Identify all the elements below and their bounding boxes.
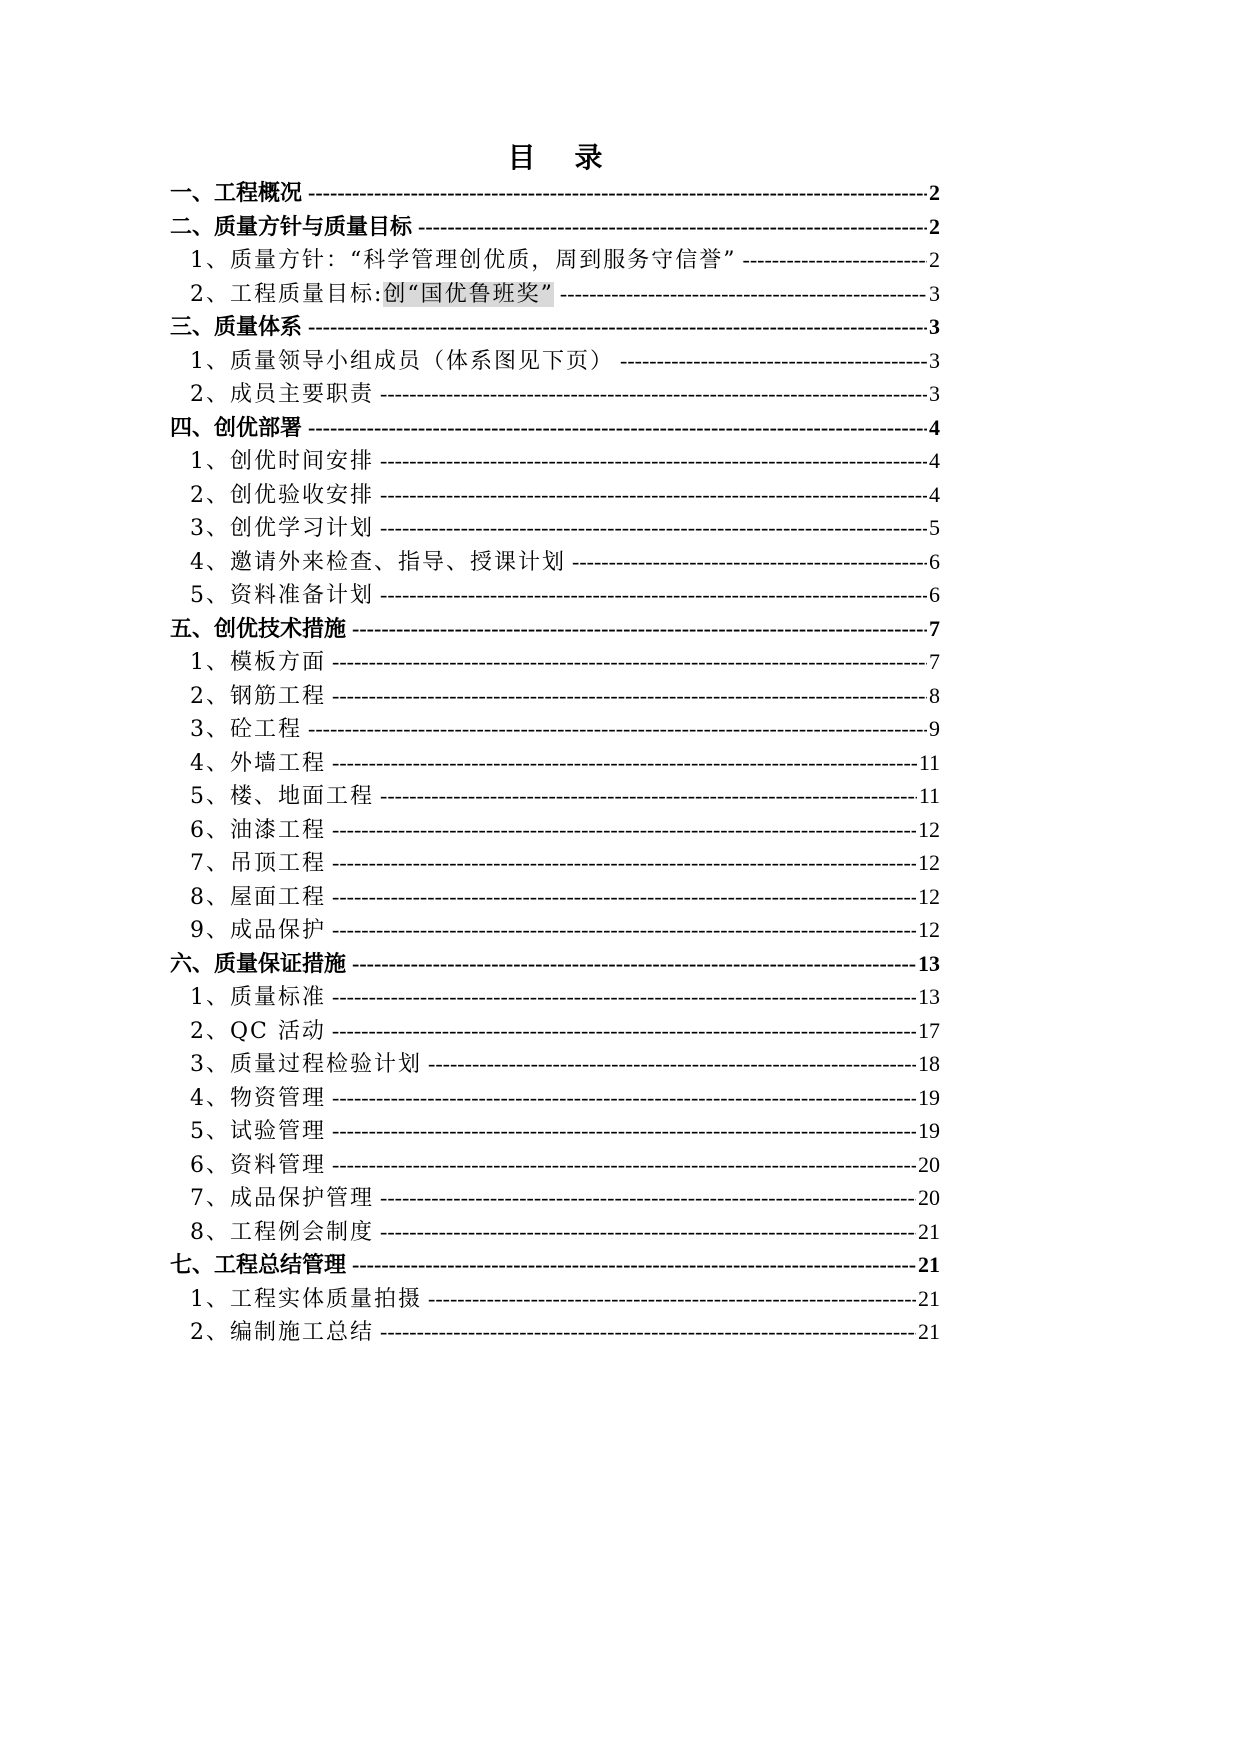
toc-entry-text: 六、质量保证措施 [170, 950, 347, 977]
toc-page-number: 4 [929, 481, 940, 507]
toc-dot-leader [380, 578, 927, 612]
toc-subsection-entry[interactable] [170, 645, 940, 679]
toc-page-number: 20 [918, 1185, 940, 1210]
toc-entry-text: 3、创优学习计划 [190, 516, 374, 541]
toc-page-number: 18 [918, 1051, 940, 1076]
toc-page-number: 4 [929, 448, 940, 473]
toc-entry-label [190, 244, 737, 277]
toc-subsection-entry[interactable] [170, 880, 940, 914]
toc-entry-text: 2、编制施工总结 [190, 1320, 374, 1345]
toc-page-number: 12 [918, 917, 940, 942]
toc-entry-label [170, 311, 302, 344]
toc-entry-label [170, 613, 346, 646]
toc-entry-label [170, 211, 412, 244]
toc-page-number: 3 [929, 314, 940, 339]
toc-entry-text: 三、质量体系 [170, 314, 303, 340]
toc-dot-leader [620, 344, 927, 378]
page-title: 目 录 [507, 141, 603, 174]
toc-entry-label [190, 747, 326, 780]
toc-subsection-entry[interactable] [170, 779, 940, 813]
toc-subsection-entry[interactable] [170, 1148, 940, 1182]
toc-dot-leader [380, 1315, 916, 1349]
toc-entry-text: 1、工程实体质量拍摄 [190, 1286, 422, 1312]
toc-page-number: 7 [929, 615, 940, 641]
toc-subsection-entry[interactable] [170, 679, 940, 713]
toc-entry-label [190, 847, 326, 880]
toc-dot-leader [332, 746, 917, 780]
toc-section-entry[interactable] [170, 1248, 940, 1282]
toc-entry-text: 5、资料准备计划 [190, 583, 374, 608]
toc-dot-leader [380, 1181, 916, 1215]
toc-entry-label [190, 1082, 326, 1115]
toc-entry-label [190, 1115, 326, 1148]
toc-entry-text: 七、工程总结管理 [170, 1252, 347, 1278]
toc-entry-text: 1、质量领导小组成员（体系图见下页） [190, 348, 614, 374]
toc-page-number: 6 [929, 548, 940, 574]
toc-subsection-entry[interactable] [170, 578, 940, 612]
toc-page-number: 21 [918, 1319, 940, 1344]
toc-subsection-entry[interactable] [170, 277, 940, 311]
toc-dot-leader [572, 545, 927, 579]
toc-entry-text: 2、工程质量目标: [190, 281, 384, 307]
toc-entry-text: 7、吊顶工程 [190, 851, 326, 876]
toc-page-number: 9 [929, 716, 940, 741]
toc-subsection-entry[interactable] [170, 511, 940, 545]
toc-entry-text: 4、外墙工程 [190, 750, 326, 776]
toc-page-number: 6 [929, 582, 940, 607]
toc-page-number: 3 [929, 381, 940, 406]
toc-subsection-entry[interactable] [170, 1315, 940, 1349]
toc-dot-leader [380, 1215, 916, 1249]
toc-dot-leader [428, 1282, 916, 1316]
toc-entry-text: 7、成品保护管理 [190, 1186, 374, 1211]
toc-dot-leader [380, 779, 917, 813]
toc-entry-text: 2、成员主要职责 [190, 382, 374, 407]
toc-entry-label [190, 1048, 422, 1081]
toc-page-number: 19 [918, 1118, 940, 1143]
toc-dot-leader [380, 444, 927, 478]
toc-entry-highlighted-text: 创“国优鲁班奖” [383, 281, 554, 307]
toc-page-number: 3 [929, 347, 940, 373]
toc-page-number: 13 [918, 950, 940, 976]
toc-entry-label [190, 780, 374, 813]
toc-dot-leader [332, 846, 916, 880]
toc-page-number: 21 [918, 1252, 940, 1277]
toc-page-number: 12 [918, 816, 940, 842]
toc-entry-text: 3、质量过程检验计划 [190, 1052, 422, 1077]
toc-subsection-entry[interactable] [170, 980, 940, 1014]
toc-section-entry[interactable] [170, 947, 940, 981]
toc-dot-leader [332, 1014, 916, 1048]
toc-dot-leader [308, 712, 927, 746]
toc-entry-text: 2、钢筋工程 [190, 683, 326, 709]
toc-page-number: 17 [918, 1017, 940, 1043]
toc-entry-text: 4、物资管理 [190, 1085, 326, 1111]
toc-dot-leader [332, 880, 916, 914]
toc-entry-label [170, 1249, 346, 1282]
toc-entry-label [190, 1216, 374, 1249]
toc-entry-label [190, 646, 326, 679]
toc-subsection-entry[interactable] [170, 1081, 940, 1115]
toc-dot-leader [332, 1081, 916, 1115]
toc-dot-leader [308, 176, 927, 210]
toc-entry-text: 8、屋面工程 [190, 884, 326, 910]
toc-page-number: 11 [918, 749, 940, 775]
toc-page-number: 12 [918, 883, 940, 909]
toc-page-number: 8 [929, 682, 940, 708]
toc-entry-text: 3、砼工程 [190, 717, 302, 742]
toc-entry-label [170, 948, 346, 981]
toc-subsection-entry[interactable] [170, 1282, 940, 1316]
toc-entry-text: 二、质量方针与质量目标 [170, 213, 413, 240]
toc-entry-text: 2、创优验收安排 [190, 482, 374, 508]
toc-entry-label [190, 981, 326, 1014]
toc-entry-label [190, 713, 302, 746]
toc-dot-leader [332, 913, 916, 947]
toc-page-number: 3 [929, 280, 940, 306]
toc-page-number: 20 [918, 1151, 940, 1177]
toc-entry-label [190, 914, 326, 947]
toc-entry-label [170, 177, 302, 210]
toc-dot-leader [352, 612, 927, 646]
toc-subsection-entry[interactable] [170, 1181, 940, 1215]
toc-page-number: 19 [918, 1084, 940, 1110]
toc-entry-label [190, 1316, 374, 1349]
toc-dot-leader [380, 511, 927, 545]
toc-entry-label [190, 579, 374, 612]
toc-entry-text: 一、工程概况 [170, 180, 303, 206]
toc-subsection-entry[interactable] [170, 444, 940, 478]
toc-subsection-entry[interactable] [170, 813, 940, 847]
toc-subsection-entry[interactable] [170, 712, 940, 746]
toc-entry-label [190, 345, 614, 378]
toc-entry-label [190, 680, 326, 713]
toc-dot-leader [332, 1114, 916, 1148]
toc-page-number: 5 [929, 515, 940, 540]
toc-dot-leader [352, 1248, 916, 1282]
toc-subsection-entry[interactable] [170, 913, 940, 947]
toc-section-entry[interactable] [170, 310, 940, 344]
toc-dot-leader [380, 377, 927, 411]
toc-dot-leader [428, 1047, 916, 1081]
toc-dot-leader [332, 813, 916, 847]
toc-entry-text: 6、油漆工程 [190, 817, 326, 843]
toc-page-number: 7 [929, 649, 940, 674]
toc-subsection-entry[interactable] [170, 243, 940, 277]
toc-page-number: 2 [929, 180, 940, 205]
toc-page-number: 4 [929, 414, 940, 440]
toc-page-number: 13 [918, 984, 940, 1009]
toc-entry-label [190, 278, 554, 311]
toc-subsection-entry[interactable] [170, 1114, 940, 1148]
toc-subsection-entry[interactable] [170, 1047, 940, 1081]
toc-entry-label [190, 1182, 374, 1215]
toc-subsection-entry[interactable] [170, 846, 940, 880]
toc-entry-label [190, 479, 374, 512]
toc-subsection-entry[interactable] [170, 746, 940, 780]
toc-entry-text: 4、邀请外来检查、指导、授课计划 [190, 549, 566, 575]
toc-page-number: 2 [929, 213, 940, 239]
toc-entry-label [190, 378, 374, 411]
toc-entry-text: 1、质量方针：“科学管理创优质，周到服务守信誉” [190, 248, 737, 273]
toc-entry-text: 6、资料管理 [190, 1152, 326, 1178]
toc-subsection-entry[interactable] [170, 478, 940, 512]
toc-entry-text: 五、创优技术措施 [170, 615, 347, 642]
toc-page-number: 2 [929, 247, 940, 272]
toc-entry-text: 5、试验管理 [190, 1119, 326, 1144]
toc-entry-text: 四、创优部署 [170, 414, 303, 441]
toc-page-number: 12 [918, 850, 940, 875]
toc-page-number: 11 [918, 783, 940, 808]
toc-dot-leader [332, 980, 916, 1014]
toc-dot-leader [418, 210, 927, 244]
table-of-contents [170, 176, 940, 1349]
toc-entry-label [190, 814, 326, 847]
toc-entry-text: 5、楼、地面工程 [190, 784, 374, 809]
toc-entry-text: 8、工程例会制度 [190, 1219, 374, 1245]
toc-dot-leader [332, 645, 927, 679]
toc-dot-leader [743, 243, 928, 277]
toc-subsection-entry[interactable] [170, 1215, 940, 1249]
toc-dot-leader [352, 947, 916, 981]
toc-entry-text: 9、成品保护 [190, 918, 326, 943]
toc-entry-label [190, 546, 566, 579]
toc-subsection-entry[interactable] [170, 344, 940, 378]
toc-section-entry[interactable] [170, 411, 940, 445]
toc-dot-leader [308, 411, 927, 445]
toc-section-entry[interactable] [170, 210, 940, 244]
toc-subsection-entry[interactable] [170, 545, 940, 579]
toc-entry-label [190, 1015, 326, 1048]
toc-page-number: 21 [918, 1218, 940, 1244]
toc-entry-label [190, 445, 374, 478]
toc-page-number: 21 [918, 1285, 940, 1311]
toc-entry-label [190, 1283, 422, 1316]
toc-dot-leader [380, 478, 927, 512]
toc-entry-text: 1、创优时间安排 [190, 449, 374, 474]
toc-entry-text: 1、质量标准 [190, 985, 326, 1010]
toc-entry-label [190, 1149, 326, 1182]
toc-dot-leader [560, 277, 927, 311]
toc-section-entry[interactable] [170, 612, 940, 646]
toc-subsection-entry[interactable] [170, 1014, 940, 1048]
toc-section-entry[interactable] [170, 176, 940, 210]
toc-dot-leader [332, 1148, 916, 1182]
toc-dot-leader [308, 310, 927, 344]
toc-subsection-entry[interactable] [170, 377, 940, 411]
toc-entry-text: 1、模板方面 [190, 650, 326, 675]
toc-dot-leader [332, 679, 927, 713]
toc-entry-text: 2、QC 活动 [190, 1018, 326, 1044]
toc-entry-label [190, 512, 374, 545]
toc-entry-label [170, 412, 302, 445]
toc-entry-label [190, 881, 326, 914]
